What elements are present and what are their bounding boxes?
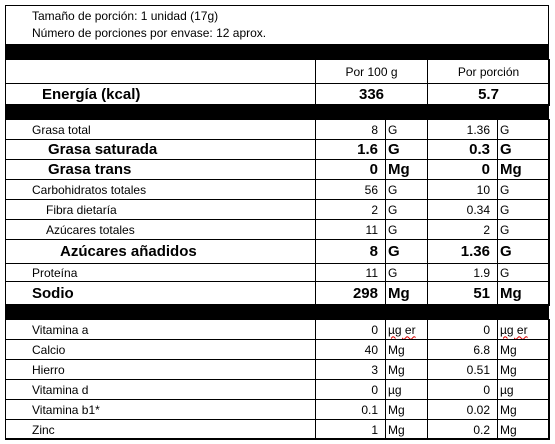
table-row [6,282,550,306]
unit-per-100g-text: G [388,242,400,260]
column-header-per-100g: Por 100 g [316,60,428,84]
unit-per-100g [386,180,428,200]
unit-per-serving-text: G [500,122,510,137]
unit-per-serving-text: G [500,265,510,280]
nutrient-name [6,340,316,360]
nutrient-name-text: Grasa trans [48,160,132,178]
unit-per-serving [498,240,550,264]
energy-table [5,59,550,106]
nutrient-name-text: Calcio [32,342,66,357]
unit-per-serving-text: G [500,202,510,217]
value-per-serving-text: 1.36 [466,122,490,137]
unit-per-serving [498,120,550,140]
unit-per-100g-text: Mg [388,362,405,377]
nutrient-name [6,360,316,380]
unit-per-100g-text: G [388,182,398,197]
nutrient-name [6,380,316,400]
nutrient-name [6,160,316,180]
unit-per-serving-text: µg er [500,322,528,337]
table-row [6,140,550,160]
table-row [6,320,550,340]
value-per-100g-text: 298 [352,284,378,302]
unit-per-serving-text: Mg [500,160,522,178]
value-per-100g [316,320,386,340]
unit-per-100g [386,120,428,140]
value-per-serving-text: 1.36 [460,242,490,260]
value-per-100g-text: 8 [369,242,378,260]
value-per-100g-text: 11 [365,222,378,237]
value-per-100g [316,360,386,380]
value-per-serving-text: 0.34 [466,202,490,217]
unit-per-100g [386,400,428,420]
nutrient-name [6,200,316,220]
nutrient-name [6,140,316,160]
unit-per-100g [386,420,428,440]
nutrient-name-text: Zinc [32,422,55,437]
unit-per-100g-text: G [388,222,398,237]
nutrient-name [6,120,316,140]
unit-per-100g [386,282,428,306]
energy-per-serving: 5.7 [428,84,550,106]
value-per-100g [316,264,386,282]
value-per-serving [428,140,498,160]
unit-per-serving [498,360,550,380]
table-row [6,340,550,360]
value-per-serving-text: 0 [483,382,490,397]
nutrient-name [6,264,316,282]
nutrient-name-text: Carbohidratos totales [32,182,147,197]
value-per-100g [316,380,386,400]
unit-per-serving-text: Mg [500,402,517,417]
value-per-100g-text: 11 [365,265,378,280]
unit-per-serving [498,264,550,282]
unit-per-100g [386,240,428,264]
value-per-100g [316,140,386,160]
value-per-serving [428,360,498,380]
value-per-serving [428,200,498,220]
unit-per-serving [498,220,550,240]
value-per-100g [316,400,386,420]
separator-bar-top [5,44,549,60]
nutrient-name-text: Sodio [32,284,74,302]
unit-per-100g [386,380,428,400]
table-row [6,220,550,240]
value-per-serving-text: 0 [481,160,490,178]
unit-per-serving [498,200,550,220]
unit-per-100g [386,200,428,220]
unit-per-serving [498,140,550,160]
unit-per-100g [386,140,428,160]
value-per-serving [428,120,498,140]
value-per-serving-text: 0.2 [473,422,490,437]
unit-per-serving-text: µg [500,382,514,397]
value-per-100g-text: 0 [371,382,378,397]
value-per-100g [316,420,386,440]
value-per-serving-text: 0.3 [469,140,490,158]
unit-per-serving-text: G [500,222,510,237]
nutrient-name [6,320,316,340]
nutrient-name-text: Vitamina b1* [32,402,100,417]
value-per-serving-text: 51 [473,284,490,302]
value-per-100g-text: 0.1 [361,402,378,417]
unit-per-serving [498,380,550,400]
unit-per-serving [498,160,550,180]
value-per-100g [316,340,386,360]
unit-per-100g [386,220,428,240]
table-row [6,400,550,420]
value-per-serving [428,320,498,340]
table-row [6,360,550,380]
value-per-serving [428,180,498,200]
value-per-100g [316,160,386,180]
unit-per-serving-text: Mg [500,284,522,302]
value-per-serving [428,380,498,400]
separator-bar-bottom [5,304,549,320]
value-per-serving-text: 0.02 [466,402,490,417]
unit-per-serving-text: G [500,182,510,197]
unit-per-100g-text: µg [388,382,402,397]
unit-per-100g-text: Mg [388,342,405,357]
unit-per-serving-text: Mg [500,422,517,437]
nutrients-table [5,119,550,306]
table-row [6,120,550,140]
value-per-serving [428,400,498,420]
nutrient-name-text: Vitamina d [32,382,89,397]
unit-per-100g-text: G [388,265,398,280]
table-row [6,240,550,264]
column-header-blank [6,60,316,84]
value-per-serving-text: 10 [476,182,490,197]
value-per-100g [316,282,386,306]
nutrient-name [6,282,316,306]
servings-per-container-text: Número de porciones por envase: 12 aprox. [32,26,267,40]
value-per-serving-text: 1.9 [473,265,490,280]
unit-per-serving [498,320,550,340]
column-header-per-serving: Por porción [428,60,550,84]
table-row [6,264,550,282]
unit-per-100g-text: Mg [388,402,405,417]
energy-label: Energía (kcal) [6,84,316,106]
value-per-serving [428,240,498,264]
nutrient-name [6,220,316,240]
unit-per-serving [498,400,550,420]
value-per-100g-text: 3 [371,362,378,377]
table-row [6,420,550,440]
nutrient-name [6,240,316,264]
value-per-100g-text: 0 [371,322,378,337]
table-row [6,380,550,400]
unit-per-100g [386,320,428,340]
value-per-serving [428,160,498,180]
unit-per-serving [498,340,550,360]
value-per-100g-text: 1 [371,422,378,437]
unit-per-serving [498,420,550,440]
nutrient-name-text: Vitamina a [32,322,89,337]
serving-size-text: Tamaño de porción: 1 unidad (17g) [32,9,219,23]
energy-per-100g: 336 [316,84,428,106]
value-per-serving [428,264,498,282]
table-row [6,160,550,180]
nutrient-name [6,400,316,420]
value-per-serving [428,340,498,360]
unit-per-100g [386,340,428,360]
nutrient-name-text: Grasa total [32,122,91,137]
nutrient-name [6,180,316,200]
unit-per-100g-text: G [388,140,400,158]
value-per-serving [428,420,498,440]
table-row [6,180,550,200]
nutrient-name-text: Hierro [32,362,65,377]
unit-per-serving-text: Mg [500,342,517,357]
unit-per-100g-text: Mg [388,284,410,302]
value-per-100g-text: 0 [369,160,378,178]
value-per-100g [316,200,386,220]
value-per-100g-text: 40 [364,342,378,357]
value-per-100g [316,120,386,140]
unit-per-100g-text: Mg [388,160,410,178]
value-per-100g-text: 8 [371,122,378,137]
value-per-serving-text: 0.51 [466,362,490,377]
unit-per-100g-text: Mg [388,422,405,437]
nutrient-name-text: Proteína [32,265,78,280]
table-row [6,200,550,220]
value-per-serving [428,220,498,240]
unit-per-100g [386,160,428,180]
value-per-serving [428,282,498,306]
nutrient-name [6,420,316,440]
value-per-100g-text: 56 [364,182,378,197]
unit-per-100g-text: G [388,122,398,137]
value-per-100g [316,220,386,240]
value-per-serving-text: 6.8 [473,342,490,357]
unit-per-serving-text: G [500,242,512,260]
separator-bar-middle [5,104,549,120]
unit-per-100g-text: µg er [388,322,416,337]
value-per-100g-text: 2 [371,202,378,217]
nutrient-name-text: Grasa saturada [48,140,158,158]
value-per-serving-text: 0 [483,322,490,337]
unit-per-100g-text: G [388,202,398,217]
nutrient-name-text: Azúcares totales [46,222,135,237]
unit-per-serving-text: Mg [500,362,517,377]
unit-per-serving [498,180,550,200]
nutrient-name-text: Azúcares añadidos [60,242,197,260]
unit-per-serving-text: G [500,140,512,158]
vitamins-table [5,319,550,440]
value-per-100g [316,240,386,264]
unit-per-100g [386,264,428,282]
value-per-serving-text: 2 [483,222,490,237]
value-per-100g-text: 1.6 [357,140,378,158]
unit-per-100g [386,360,428,380]
nutrient-name-text: Fibra dietaría [46,202,117,217]
value-per-100g [316,180,386,200]
unit-per-serving [498,282,550,306]
